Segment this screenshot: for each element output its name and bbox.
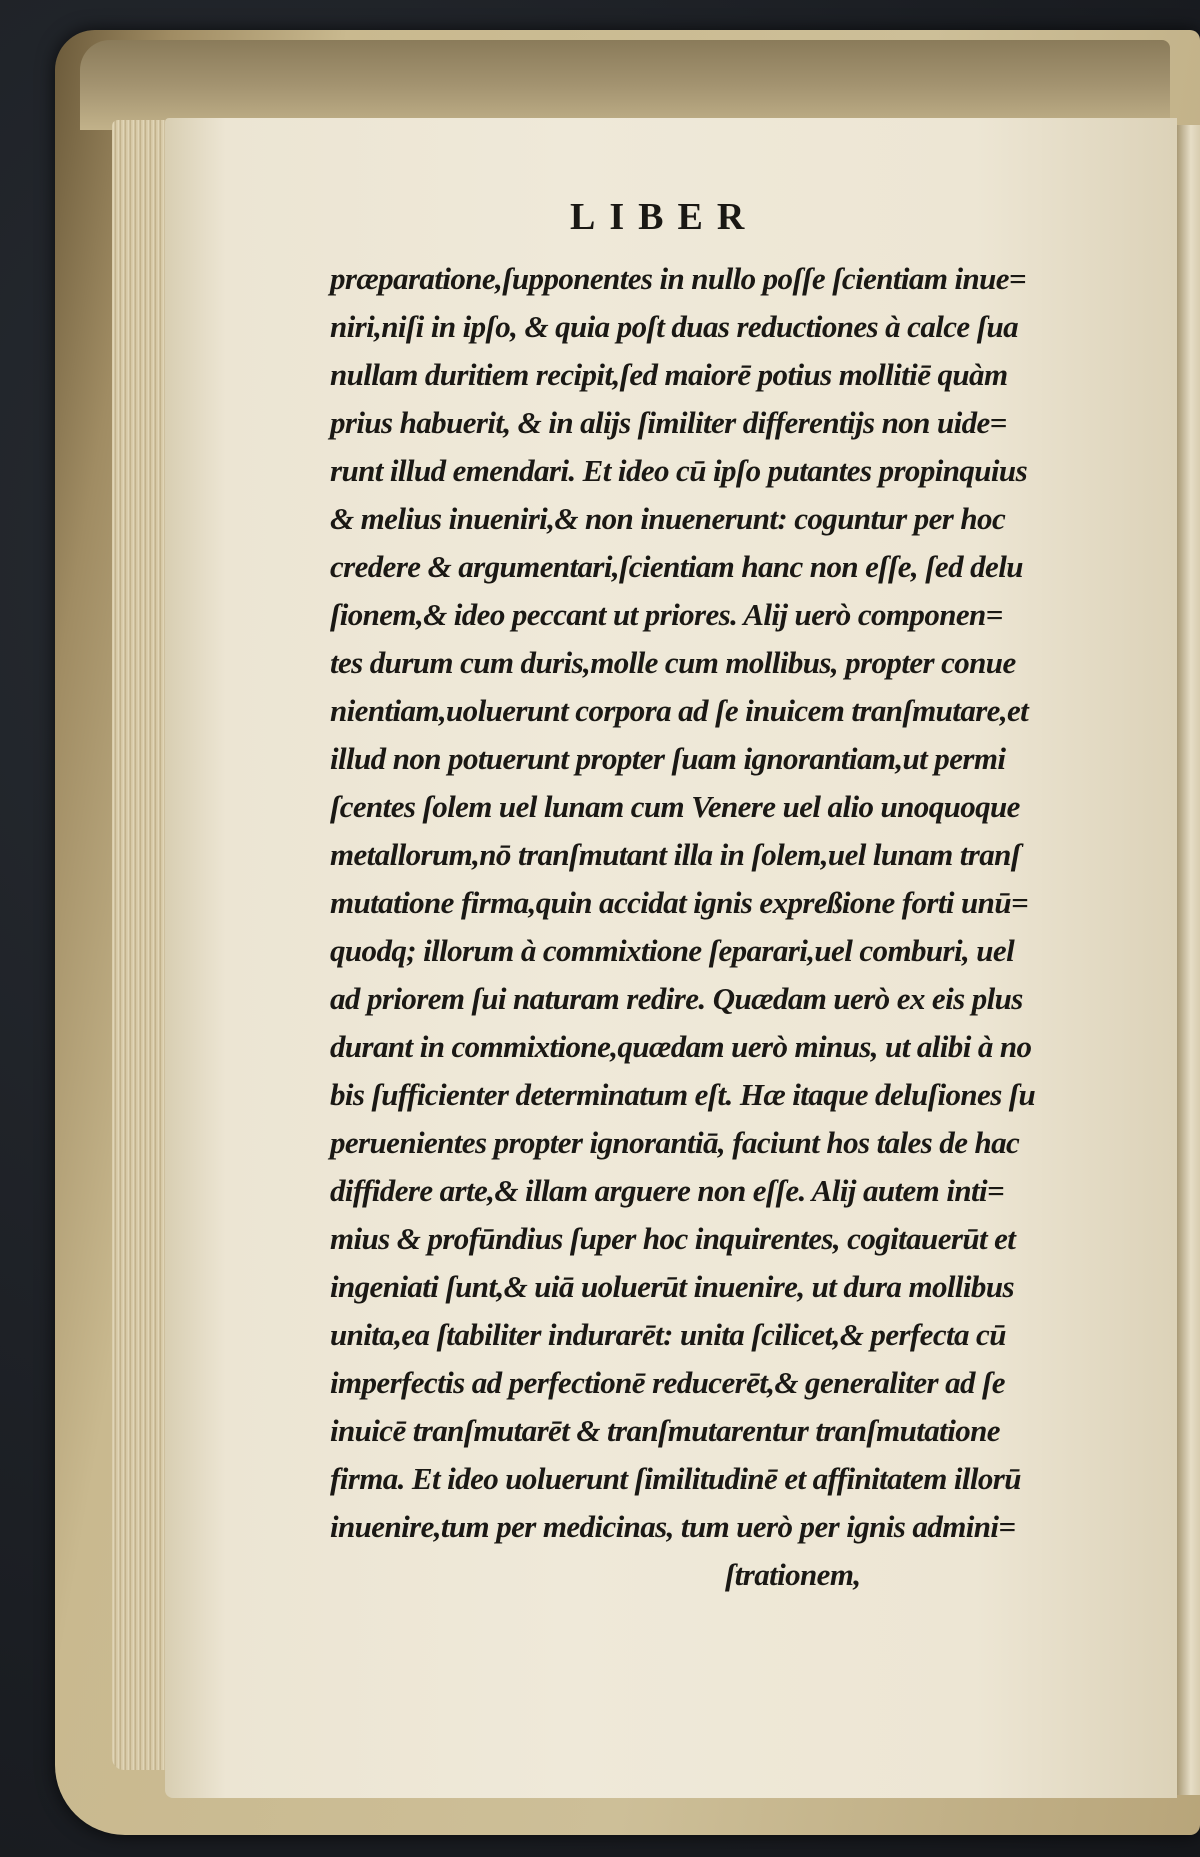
text-line: peruenientes propter ignorantiā, faciunt hos tales de hac (330, 1125, 1020, 1160)
text-line: ad priorem ſui naturam redire. Quædam uerò ex eis plus (330, 981, 1023, 1016)
text-line: & melius inueniri,& non inuenerunt: coguntur per hoc (330, 501, 1006, 536)
text-line: illud non potuerunt propter ſuam ignorantiam,ut permi (330, 741, 1006, 776)
facing-page-edge (1177, 125, 1200, 1795)
text-line: nullam duritiem recipit,ſed maiorē potius mollitiē quàm (330, 357, 1008, 392)
page-block-edges (112, 120, 172, 1770)
text-line: quodq; illorum à commixtione ſeparari,uel comburi, uel (330, 933, 1015, 968)
text-line: inuicē tranſmutarēt & tranſmutarentur tranſmutatione (330, 1413, 1000, 1448)
text-line: mutatione firma,quin accidat ignis expreßione forti unū= (330, 885, 1029, 920)
text-line: bis ſufficienter determinatum eſt. Hæ itaque deluſiones ſu (330, 1077, 1036, 1112)
text-line: mius & profūndius ſuper hoc inquirentes, cogitauerūt et (330, 1221, 1016, 1256)
text-line: firma. Et ideo uoluerunt ſimilitudinē et affinitatem illorū (330, 1461, 1021, 1496)
text-line: durant in commixtione,quædam uerò minus, ut alibi à no (330, 1029, 1032, 1064)
text-line: nientiam,uoluerunt corpora ad ſe inuicem tranſmutare,et (330, 693, 1029, 728)
catchword: ſtrationem, (725, 1557, 861, 1592)
text-line: ſionem,& ideo peccant ut priores. Alij uerò componen= (330, 597, 1003, 632)
text-line: credere & argumentari,ſcientiam hanc non eſſe, ſed delu (330, 549, 1023, 584)
text-line: præparatione,ſupponentes in nullo poſſe ſcientiam inue= (330, 261, 1026, 296)
text-line: tes durum cum duris,molle cum mollibus, propter conue (330, 645, 1016, 680)
text-line: ſcentes ſolem uel lunam cum Venere uel alio unoquoque (330, 789, 1020, 824)
text-line: diffidere arte,& illam arguere non eſſe. Alij autem inti= (330, 1173, 1005, 1208)
text-line: runt illud emendari. Et ideo cū ipſo putantes propinquius (330, 453, 1028, 488)
text-line: niri,niſi in ipſo, & quia poſt duas reductiones à calce ſua (330, 309, 1018, 344)
body-text (330, 255, 1130, 1599)
text-line: ingeniati ſunt,& uiā uoluerūt inuenire, ut dura mollibus (330, 1269, 1014, 1304)
text-line: metallorum,nō tranſmutant illa in ſolem,uel lunam tranſ (330, 837, 1021, 872)
binding-top-edge (80, 40, 1170, 130)
running-head: LIBER (570, 196, 759, 238)
text-line: prius habuerit, & in alijs ſimiliter differentijs non uide= (330, 405, 1007, 440)
text-line: unita,ea ſtabiliter indurarēt: unita ſcilicet,& perfecta cū (330, 1317, 1006, 1352)
text-line: imperfectis ad perfectionē reducerēt,& generaliter ad ſe (330, 1365, 1005, 1400)
text-line: inuenire,tum per medicinas, tum uerò per ignis admini= (330, 1509, 1016, 1544)
